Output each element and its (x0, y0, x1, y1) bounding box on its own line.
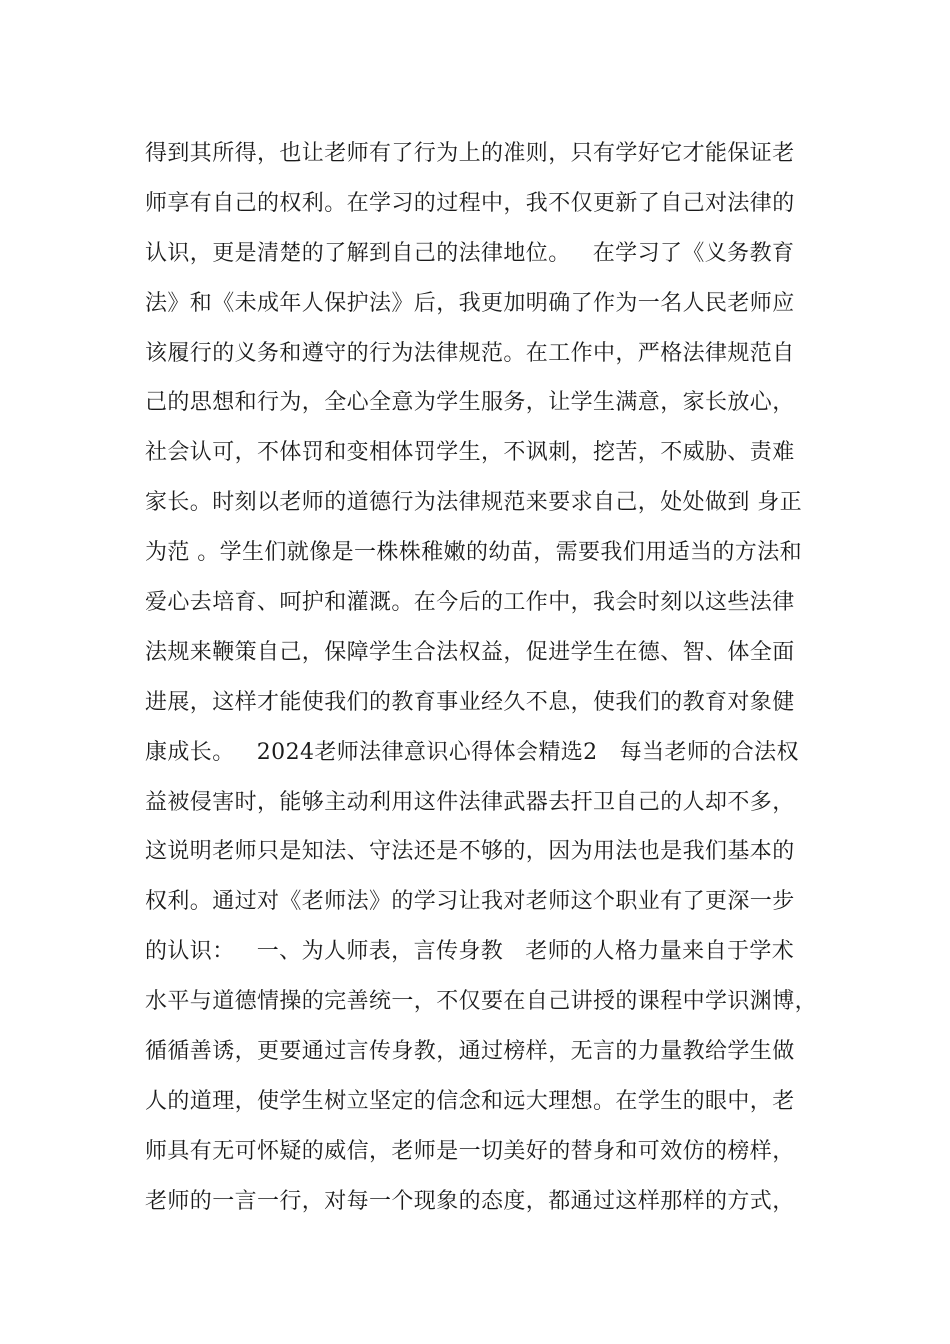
text-line: 老师的一言一行，对每一个现象的态度，都通过这样那样的方式， (145, 1188, 795, 1214)
text-line: 社会认可，不体罚和变相体罚学生，不讽刺，挖苦，不威胁、责难 (145, 440, 795, 466)
text-line: 这说明老师只是知法、守法还是不够的，因为用法也是我们基本的 (145, 839, 795, 865)
text-line: 人的道理，使学生树立坚定的信念和远大理想。在学生的眼中，老 (145, 1088, 795, 1114)
text-line: 爱心去培育、呵护和灌溉。在今后的工作中，我会时刻以这些法律 (145, 590, 795, 616)
text-line: 进展，这样才能使我们的教育事业经久不息，使我们的教育对象健 (145, 689, 795, 715)
body-text (145, 129, 818, 1227)
text-line: 该履行的义务和遵守的行为法律规范。在工作中，严格法律规范自 (145, 340, 795, 366)
text-line: 循循善诱，更要通过言传身教，通过榜样，无言的力量教给学生做 (145, 1039, 795, 1065)
text-line: 的认识： 一、为人师表，言传身教 老师的人格力量来自于学术 (145, 939, 795, 965)
text-line: 益被侵害时，能够主动利用这件法律武器去扞卫自己的人却不多， (145, 789, 795, 815)
text-line: 法》和《未成年人保护法》后，我更加明确了作为一名人民老师应 (145, 290, 795, 316)
text-line: 家长。时刻以老师的道德行为法律规范来要求自己，处处做到 身正 (145, 490, 802, 516)
text-line: 己的思想和行为，全心全意为学生服务，让学生满意，家长放心， (145, 390, 795, 416)
text-line: 认识，更是清楚的了解到自己的法律地位。 在学习了《义务教育 (145, 240, 795, 266)
text-line: 权利。通过对《老师法》的学习让我对老师这个职业有了更深一步 (145, 889, 795, 915)
text-line: 水平与道德情操的完善统一，不仅要在自己讲授的课程中学识渊博， (145, 989, 818, 1015)
text-line: 师具有无可怀疑的威信，老师是一切美好的替身和可效仿的榜样， (145, 1138, 795, 1164)
text-line: 康成长。 2024老师法律意识心得体会精选2 每当老师的合法权 (145, 739, 799, 765)
text-line: 得到其所得，也让老师有了行为上的准则，只有学好它才能保证老 (145, 141, 795, 166)
text-line: 师享有自己的权利。在学习的过程中，我不仅更新了自己对法律的 (145, 190, 795, 216)
text-line: 法规来鞭策自己，保障学生合法权益，促进学生在德、智、体全面 (145, 639, 795, 665)
text-line: 为范 。学生们就像是一株株稚嫩的幼苗，需要我们用适当的方法和 (145, 540, 802, 566)
